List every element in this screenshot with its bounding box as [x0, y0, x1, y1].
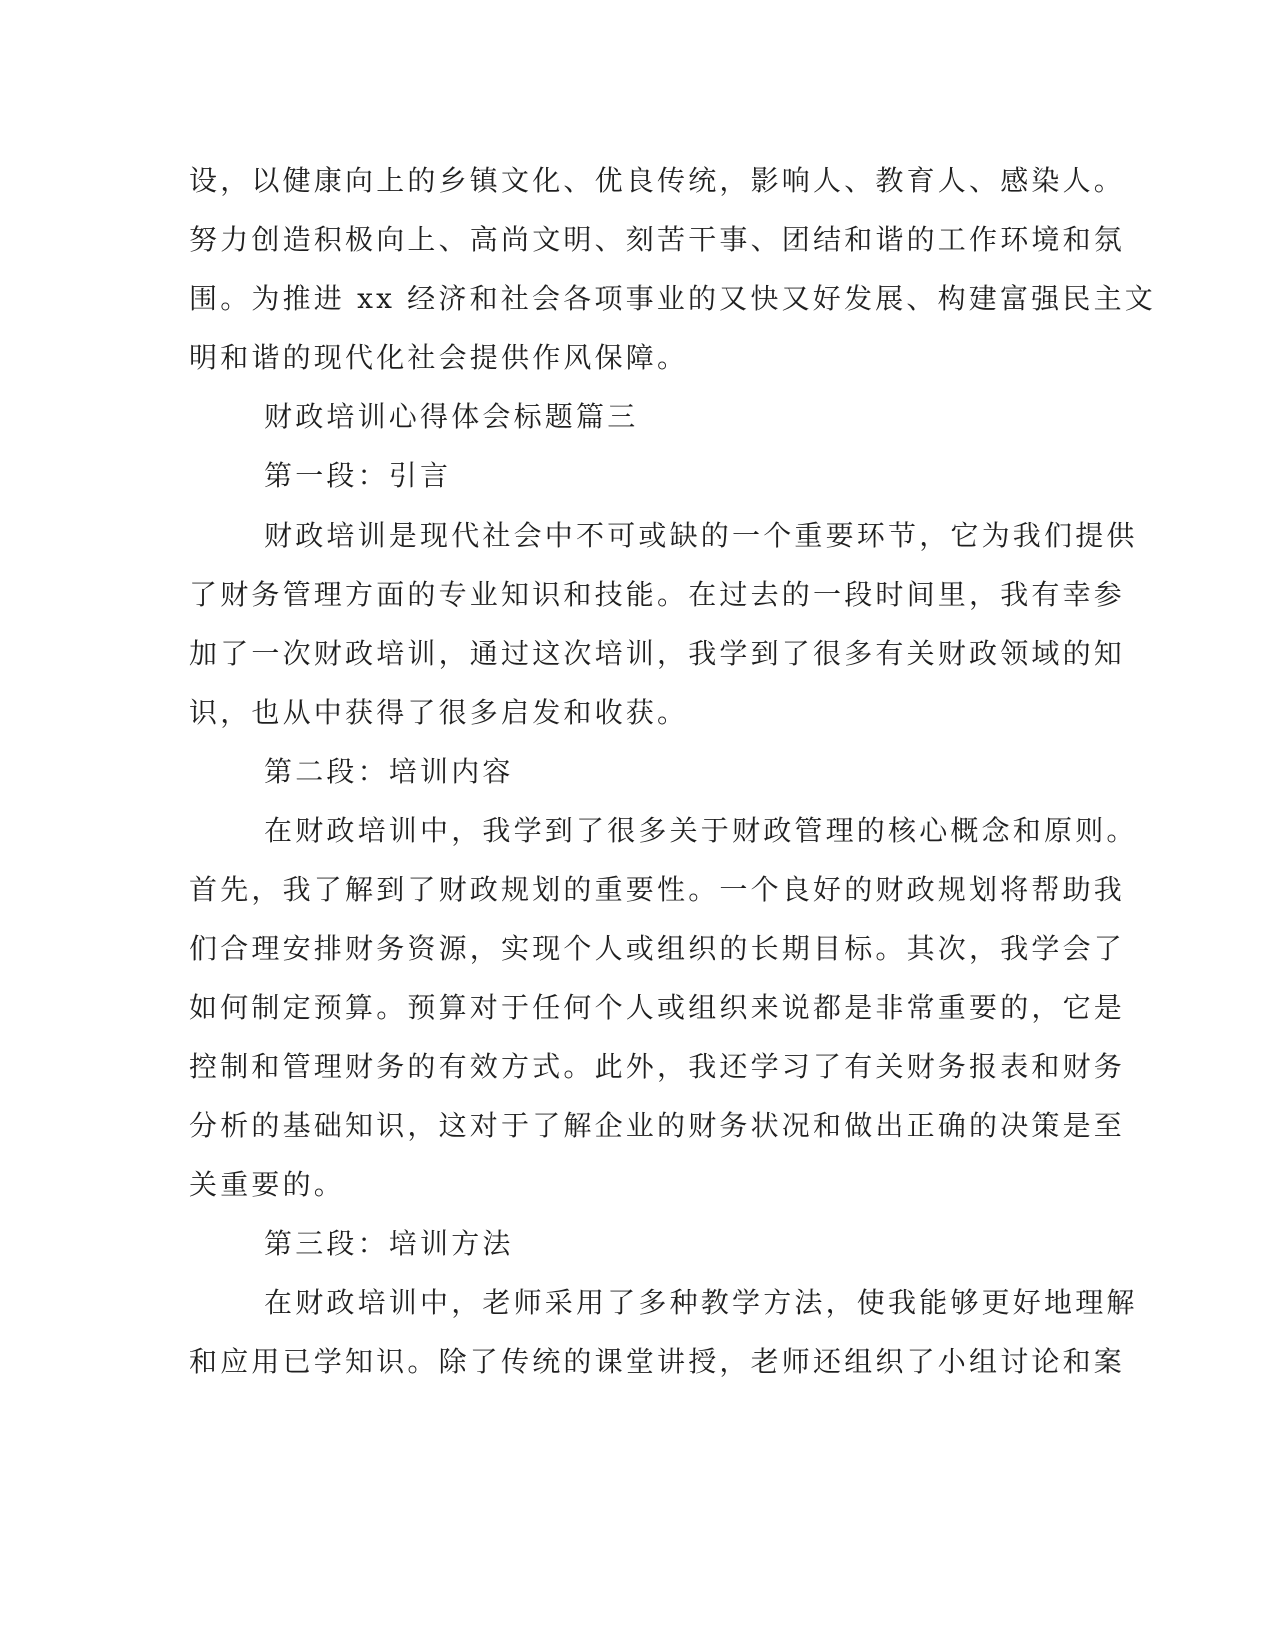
paragraph-line: 关重要的。: [189, 1168, 346, 1201]
paragraph-line: 识，也从中获得了很多启发和收获。: [189, 696, 689, 729]
paragraph-line: 在财政培训中，老师采用了多种教学方法，使我能够更好地理解: [264, 1286, 1138, 1319]
paragraph-line: 围。为推进 xx 经济和社会各项事业的又快又好发展、构建富强民主文: [189, 282, 1156, 315]
section-heading: 第一段：引言: [264, 459, 452, 492]
paragraph-line: 首先，我了解到了财政规划的重要性。一个良好的财政规划将帮助我: [189, 873, 1126, 906]
paragraph-line: 财政培训是现代社会中不可或缺的一个重要环节，它为我们提供: [264, 519, 1138, 552]
paragraph-line: 和应用已学知识。除了传统的课堂讲授，老师还组织了小组讨论和案: [189, 1345, 1126, 1378]
paragraph-line: 如何制定预算。预算对于任何个人或组织来说都是非常重要的，它是: [189, 991, 1126, 1024]
paragraph-line: 在财政培训中，我学到了很多关于财政管理的核心概念和原则。: [264, 814, 1138, 847]
paragraph-line: 了财务管理方面的专业知识和技能。在过去的一段时间里，我有幸参: [189, 578, 1126, 611]
paragraph-line: 明和谐的现代化社会提供作风保障。: [189, 341, 689, 374]
section-title: 财政培训心得体会标题篇三: [264, 400, 639, 433]
paragraph-line: 们合理安排财务资源，实现个人或组织的长期目标。其次，我学会了: [189, 932, 1126, 965]
section-heading: 第二段：培训内容: [264, 755, 514, 788]
paragraph-line: 分析的基础知识，这对于了解企业的财务状况和做出正确的决策是至: [189, 1109, 1126, 1142]
paragraph-line: 努力创造积极向上、高尚文明、刻苦干事、团结和谐的工作环境和氛: [189, 223, 1126, 256]
section-heading: 第三段：培训方法: [264, 1227, 514, 1260]
paragraph-line: 控制和管理财务的有效方式。此外，我还学习了有关财务报表和财务: [189, 1050, 1126, 1083]
paragraph-line: 设，以健康向上的乡镇文化、优良传统，影响人、教育人、感染人。: [189, 164, 1126, 197]
paragraph-line: 加了一次财政培训，通过这次培训，我学到了很多有关财政领域的知: [189, 637, 1126, 670]
